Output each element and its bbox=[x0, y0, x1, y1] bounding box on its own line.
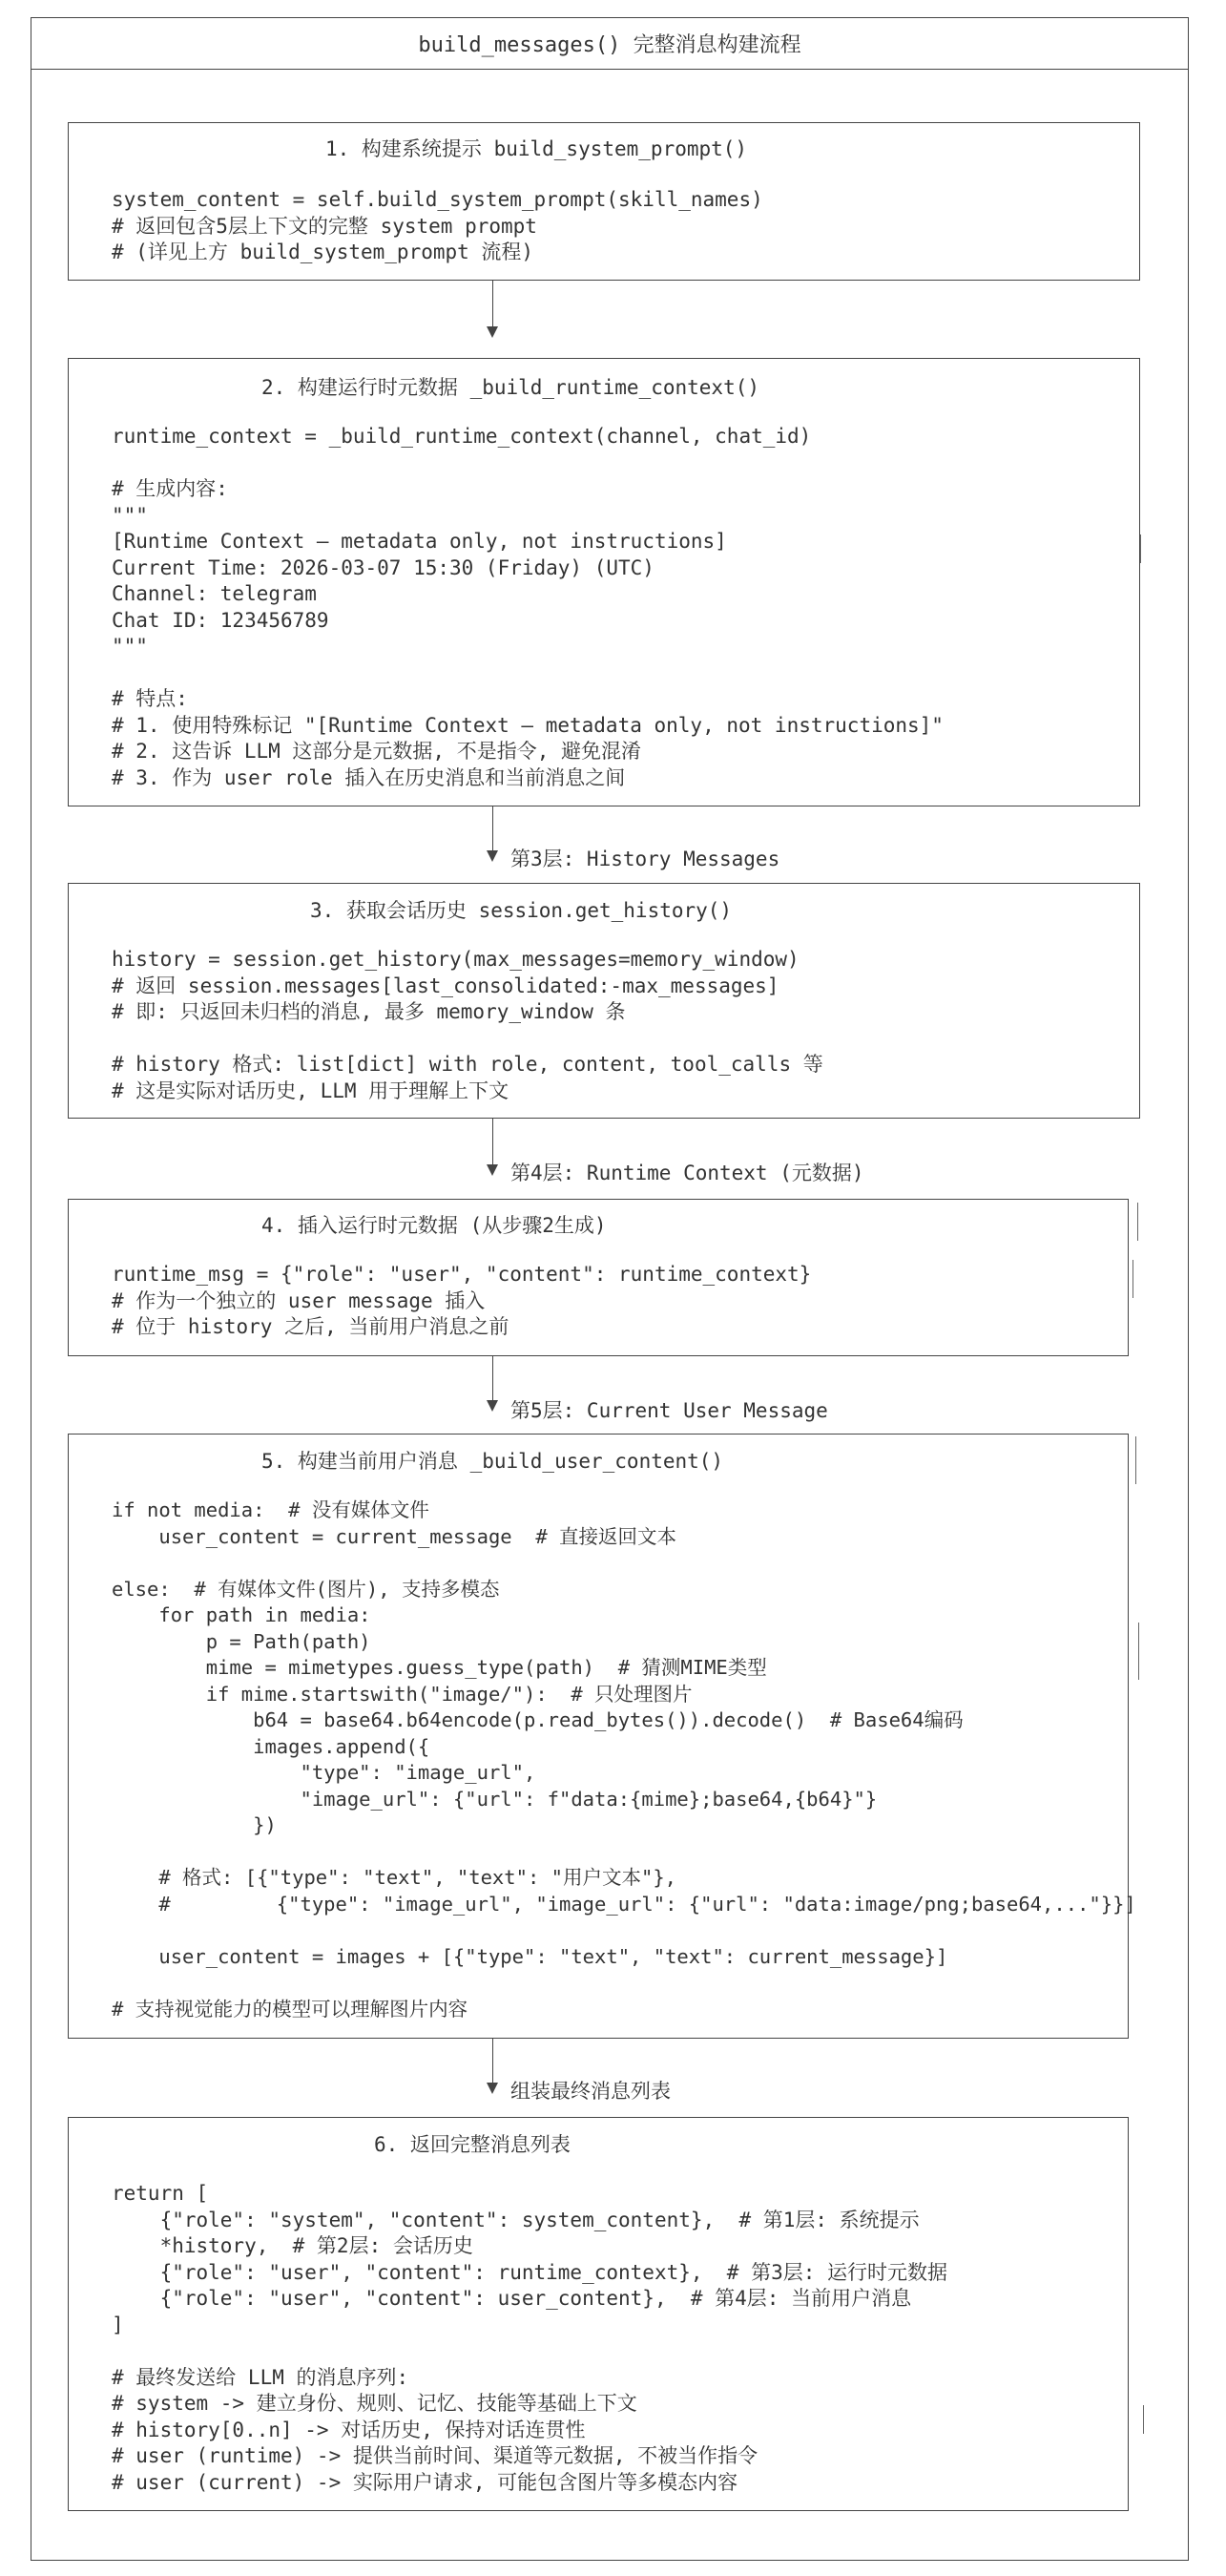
arrow-3-head bbox=[487, 1164, 498, 1176]
arrow-5-line bbox=[492, 2039, 493, 2083]
arrow-1-head bbox=[487, 326, 498, 338]
edge-tick bbox=[1143, 2405, 1144, 2434]
edge-tick bbox=[1138, 1623, 1139, 1680]
step-3-title: 3. 获取会话历史 session.get_history() bbox=[310, 899, 733, 922]
step-6-code: return [ {"role": "system", "content": system_content}, # 第1层: 系统提示 *history, # 第2层: 会话历史 {"role": "user", "content": runtime_context}, # 第3层: 运行时元数据 {"role": "user", "content": user_content}, # 第4层: 当前用户消息 ] # 最终发送给 LLM 的消息序列: # system -> 建立身份、规则、记忆、技能等基础上下文 # history[0..n] -> 对话历史, 保持对话连贯性 # user (runtime) -> 提供当前时间、渠道等元数据, 不被当作指令 # user (current) -> 实际用户请求, 可能包含图片等多模态内容 bbox=[112, 2182, 948, 2494]
arrow-4-head bbox=[487, 1400, 498, 1412]
step-1-code: system_content = self.build_system_prompt(skill_names) # 返回包含5层上下文的完整 system prompt # (详见上方 build_system_prompt 流程) bbox=[112, 188, 763, 263]
arrow-3-line bbox=[492, 1119, 493, 1164]
step-1-title: 1. 构建系统提示 build_system_prompt() bbox=[325, 137, 748, 160]
step-2-code: runtime_context = _build_runtime_context(channel, chat_id) # 生成内容: """ [Runtime Context — metadata only, not instructions] Current Time: 2026-03-07 15:30 (Friday) (UTC) Channel: telegram Chat ID: 123456789 """ # 特点: # 1. 使用特殊标记 "[Runtime Context — metadata only, not instructions]" # 2. 这告诉 LLM 这部分是元数据, 不是指令, 避免混淆 # 3. 作为 user role 插入在历史消息和当前消息之间 bbox=[112, 425, 944, 789]
step-4-code: runtime_msg = {"role": "user", "content": runtime_context} # 作为一个独立的 user message 插入 # 位于 history 之后, 当前用户消息之前 bbox=[112, 1263, 812, 1338]
step-3-code: history = session.get_history(max_messages=memory_window) # 返回 session.messages[last_consolidated:-max_messages] # 即: 只返回未归档的消息, 最多 memory_window 条 # history 格式: list[dict] with role, content, tool_calls 等 # 这是实际对话历史, LLM 用于理解上下文 bbox=[112, 948, 823, 1102]
edge-tick bbox=[1137, 1203, 1138, 1241]
arrow-2-line bbox=[492, 806, 493, 852]
edge-tick bbox=[1135, 1436, 1136, 1484]
arrow-2-head bbox=[487, 850, 498, 862]
arrow-5-head bbox=[487, 2083, 498, 2094]
step-5-title: 5. 构建当前用户消息 _build_user_content() bbox=[261, 1450, 724, 1473]
diagram-title: build_messages() 完整消息构建流程 bbox=[31, 17, 1189, 70]
step-4-title: 4. 插入运行时元数据 (从步骤2生成) bbox=[261, 1214, 607, 1237]
arrow-3-label: 第4层: Runtime Context (元数据) bbox=[510, 1162, 864, 1184]
edge-tick bbox=[1132, 1260, 1133, 1298]
edge-tick bbox=[1140, 534, 1141, 563]
step-5-code: if not media: # 没有媒体文件 user_content = current_message # 直接返回文本 else: # 有媒体文件(图片), 支持多模态 for path in media: p = Path(path) mime = mimetypes.guess_type(path) # 猜测MIME类型 if mime.startswith("image/"): # 只处理图片 b64 = base64.b64encode(p.read_bytes()).decode() # Base64编码 images.append({ "type": "image_url", "image_url": {"url": f"data:{mime};base64,{b64}"} }) # 格式: [{"type": "text", "text": "用户文本"}, # {"type": "image_url", "image_url": {"url": "data:image/png;base64,..."}}] user_content = images + [{"type": "text", "text": current_message}] # 支持视觉能力的模型可以理解图片内容 bbox=[112, 1498, 1136, 2021]
arrow-2-label: 第3层: History Messages bbox=[510, 848, 780, 870]
step-6-title: 6. 返回完整消息列表 bbox=[374, 2133, 571, 2156]
arrow-4-label: 第5层: Current User Message bbox=[510, 1399, 828, 1422]
arrow-1-line bbox=[492, 281, 493, 326]
step-2-title: 2. 构建运行时元数据 _build_runtime_context() bbox=[261, 376, 760, 399]
arrow-5-label: 组装最终消息列表 bbox=[510, 2080, 671, 2103]
arrow-4-line bbox=[492, 1356, 493, 1400]
